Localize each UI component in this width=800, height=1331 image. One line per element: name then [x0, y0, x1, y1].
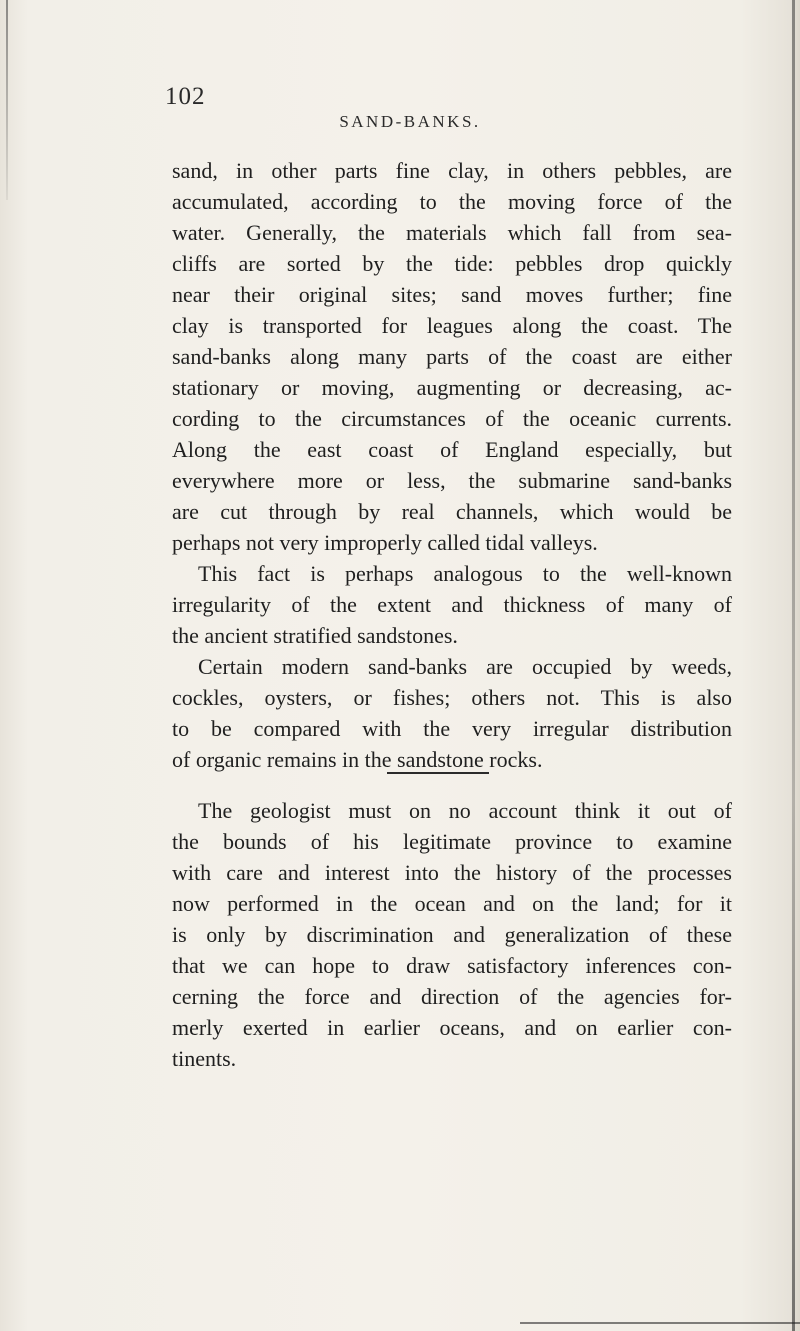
text-line: Along the east coast of England especially, but [172, 437, 732, 462]
text-line: cording to the circumstances of the oceanic currents. [172, 406, 732, 431]
text-line: merly exerted in earlier oceans, and on earlier con- [172, 1015, 732, 1040]
text-line: of organic remains in the sandstone rocks. [172, 747, 543, 772]
text-line: to be compared with the very irregular distribution [172, 716, 732, 741]
text-line: are cut through by real channels, which would be [172, 499, 732, 524]
page-edge-left [6, 0, 8, 200]
text-line: This fact is perhaps analogous to the well-known [198, 561, 732, 586]
text-line: tinents. [172, 1046, 237, 1071]
text-line: sand-banks along many parts of the coast are either [172, 344, 732, 369]
text-line: Certain modern sand-banks are occupied by weeds, [198, 654, 732, 679]
text-line: is only by discrimination and generalization of these [172, 922, 732, 947]
text-line: clay is transported for leagues along the coast. The [172, 313, 732, 338]
section-divider [387, 772, 489, 774]
body-text-upper [172, 155, 732, 775]
page-edge-bottom [520, 1322, 800, 1324]
text-line: irregularity of the extent and thickness of many of [172, 592, 732, 617]
text-line: with care and interest into the history of the processes [172, 860, 732, 885]
page-number: 102 [165, 83, 206, 110]
text-line: the ancient stratified sandstones. [172, 623, 458, 648]
text-line: cockles, oysters, or fishes; others not. This is also [172, 685, 732, 710]
text-line: cerning the force and direction of the agencies for- [172, 984, 732, 1009]
text-line: stationary or moving, augmenting or decreasing, ac- [172, 375, 732, 400]
text-line: The geologist must on no account think it out of [198, 798, 732, 823]
text-line: that we can hope to draw satisfactory inferences con- [172, 953, 732, 978]
text-line: perhaps not very improperly called tidal valleys. [172, 530, 598, 555]
text-line: accumulated, according to the moving force of the [172, 189, 732, 214]
text-line: the bounds of his legitimate province to examine [172, 829, 732, 854]
body-text-lower [172, 795, 732, 1074]
text-line: water. Generally, the materials which fall from sea- [172, 220, 732, 245]
text-line: everywhere more or less, the submarine sand-banks [172, 468, 732, 493]
text-line: now performed in the ocean and on the land; for it [172, 891, 732, 916]
running-head: SAND-BANKS. [339, 112, 481, 131]
text-line: cliffs are sorted by the tide: pebbles drop quickly [172, 251, 732, 276]
text-line: sand, in other parts fine clay, in others pebbles, are [172, 158, 732, 183]
page-edge-right [792, 0, 795, 1331]
text-line: near their original sites; sand moves further; fine [172, 282, 732, 307]
